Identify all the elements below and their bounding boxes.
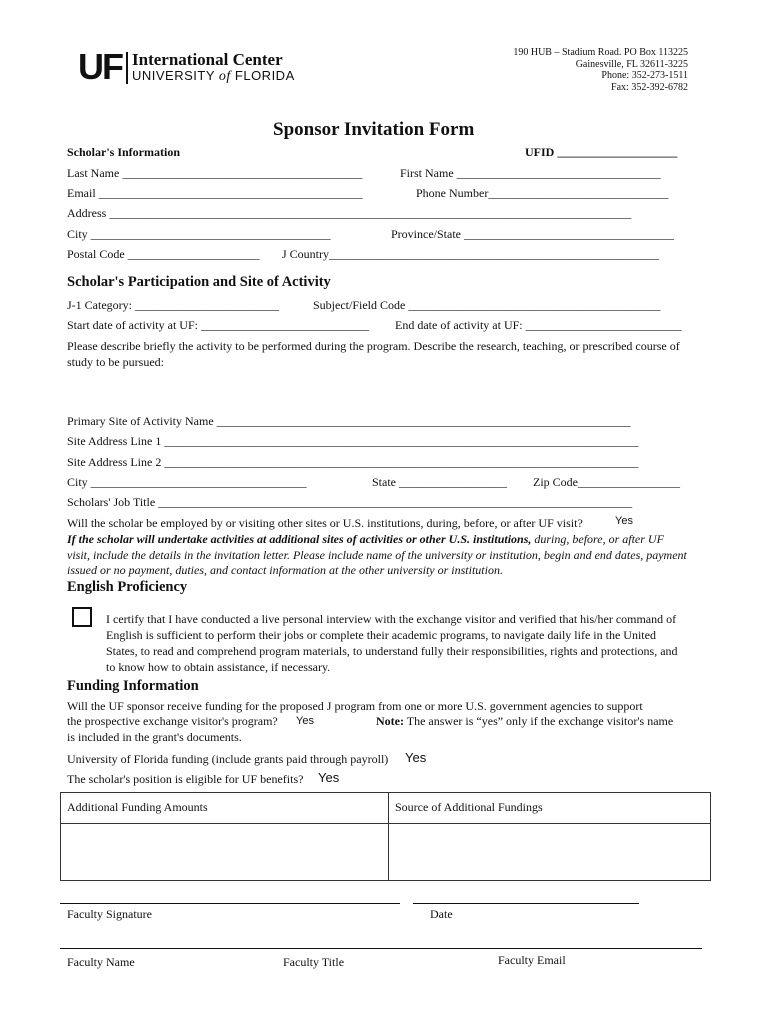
- address-fax: Fax: 352-392-6782: [611, 81, 688, 93]
- uf-funding-question: University of Florida funding (include grants paid through payroll): [67, 752, 389, 766]
- participation-heading: Scholar's Participation and Site of Activity: [67, 274, 331, 290]
- logo-line2-post: FLORIDA: [230, 68, 295, 83]
- table-header-row: [61, 793, 711, 824]
- site-state-field[interactable]: State __________________: [372, 475, 507, 489]
- logo-line2-of: of: [218, 69, 231, 84]
- site-city-field[interactable]: City ____________________________________: [67, 475, 307, 489]
- funding-q1-line1: Will the UF sponsor receive funding for the proposed J program from one or more U.S. government agencies to support: [67, 699, 643, 713]
- english-certify-text: I certify that I have conducted a live personal interview with the exchange visitor and verified that his/her command of English is sufficient to perform their jobs or complete their academic programs, to navigate daily life in the United States, to read and comprehend program materials, to understand fully their responsibilities, rights and protections, and to know how to obtain assistance, if necessary.: [106, 612, 678, 674]
- table-row: [61, 824, 711, 881]
- scholar-info-heading: Scholar's Information: [67, 145, 181, 159]
- address-field[interactable]: Address _______________________________________________________________________________________: [67, 206, 632, 220]
- site-zip-field[interactable]: Zip Code_________________: [533, 475, 680, 489]
- address-phone: Phone: 352-273-1511: [601, 70, 688, 81]
- funding-q1-line2: the prospective exchange visitor's program?: [67, 714, 278, 728]
- site-address2-field[interactable]: Site Address Line 2 _______________________________________________________________________________: [67, 455, 639, 469]
- additional-funding-table: [60, 792, 711, 881]
- j1-category-field[interactable]: J-1 Category: ________________________: [67, 298, 279, 312]
- faculty-email-label: Faculty Email: [498, 953, 566, 967]
- logo-divider: [126, 52, 128, 84]
- logo-line1: International Center: [132, 50, 283, 69]
- activity-description-prompt: Please describe briefly the activity to be performed during the program. Describe the research, teaching, or prescribed course of study to be pursued:: [67, 339, 680, 369]
- benefits-question: The scholar's position is eligible for UF benefits?: [67, 772, 304, 786]
- funding-note-text: The answer is “yes” only if the exchange visitor's name: [403, 714, 674, 728]
- funding-heading: Funding Information: [67, 678, 199, 694]
- funding-source-cell[interactable]: [389, 824, 711, 881]
- email-field[interactable]: Email ____________________________________________: [67, 186, 363, 200]
- funding-q1-line3: is included in the grant's documents.: [67, 730, 242, 744]
- additional-sites-note-text: during, before, or after UF visit, include the details in the invitation letter. Please include name of the university or institution, begin and end dates, payment issued or no payment, duties, and contact information at the other university or institution.: [67, 532, 687, 577]
- end-date-field[interactable]: End date of activity at UF: __________________________: [395, 318, 682, 332]
- date-label: Date: [430, 907, 453, 921]
- faculty-info-line[interactable]: [60, 948, 702, 949]
- benefits-answer[interactable]: Yes: [318, 770, 340, 785]
- funding-source-header: Source of Additional Fundings: [389, 793, 711, 824]
- logo-line2: [132, 68, 295, 85]
- funding-note: [376, 714, 673, 729]
- additional-sites-note-bold: If the scholar will undertake activities at additional sites of activities or other U.S. institutions,: [67, 532, 532, 546]
- date-line[interactable]: [413, 903, 639, 904]
- english-certify-checkbox[interactable]: [72, 607, 92, 627]
- start-date-field[interactable]: Start date of activity at UF: ____________________________: [67, 318, 369, 332]
- ufid-field[interactable]: UFID ____________________: [525, 145, 678, 159]
- address-block: [513, 47, 688, 93]
- funding-amounts-cell[interactable]: [61, 824, 389, 881]
- postal-code-field[interactable]: Postal Code ______________________: [67, 247, 260, 261]
- additional-sites-note: [67, 532, 687, 579]
- signature-line[interactable]: [60, 903, 400, 904]
- site-address1-field[interactable]: Site Address Line 1 _______________________________________________________________________________: [67, 434, 639, 448]
- logo-line2-pre: UNIVERSITY: [132, 68, 219, 83]
- province-field[interactable]: Province/State ___________________________________: [391, 227, 674, 241]
- country-field[interactable]: J Country_______________________________________________________: [282, 247, 660, 261]
- address-line1: 190 HUB – Stadium Road. PO Box 113225: [513, 47, 688, 58]
- employed-question: Will the scholar be employed by or visiting other sites or U.S. institutions, during, before, or after UF visit?: [67, 516, 583, 530]
- city-field[interactable]: City ________________________________________: [67, 227, 331, 241]
- faculty-title-label: Faculty Title: [283, 955, 345, 969]
- phone-field[interactable]: Phone Number______________________________: [416, 186, 669, 200]
- employed-answer[interactable]: Yes: [615, 515, 633, 527]
- first-name-field[interactable]: First Name __________________________________: [400, 166, 661, 180]
- uf-logo-mark: UF: [78, 46, 122, 87]
- page-title: Sponsor Invitation Form: [273, 119, 475, 140]
- funding-q1-answer[interactable]: Yes: [296, 715, 314, 727]
- funding-note-label: Note:: [376, 714, 404, 728]
- primary-site-field[interactable]: Primary Site of Activity Name _____________________________________________________________________: [67, 414, 631, 428]
- faculty-name-label: Faculty Name: [67, 955, 135, 969]
- faculty-signature-label: Faculty Signature: [67, 907, 152, 921]
- job-title-field[interactable]: Scholars' Job Title _______________________________________________________________________________: [67, 495, 633, 509]
- last-name-field[interactable]: Last Name ________________________________________: [67, 166, 363, 180]
- subject-code-field[interactable]: Subject/Field Code __________________________________________: [313, 298, 661, 312]
- address-line2: Gainesville, FL 32611-3225: [575, 58, 688, 70]
- uf-funding-answer[interactable]: Yes: [405, 750, 427, 765]
- english-heading: English Proficiency: [67, 579, 188, 595]
- funding-amounts-header: Additional Funding Amounts: [61, 793, 389, 824]
